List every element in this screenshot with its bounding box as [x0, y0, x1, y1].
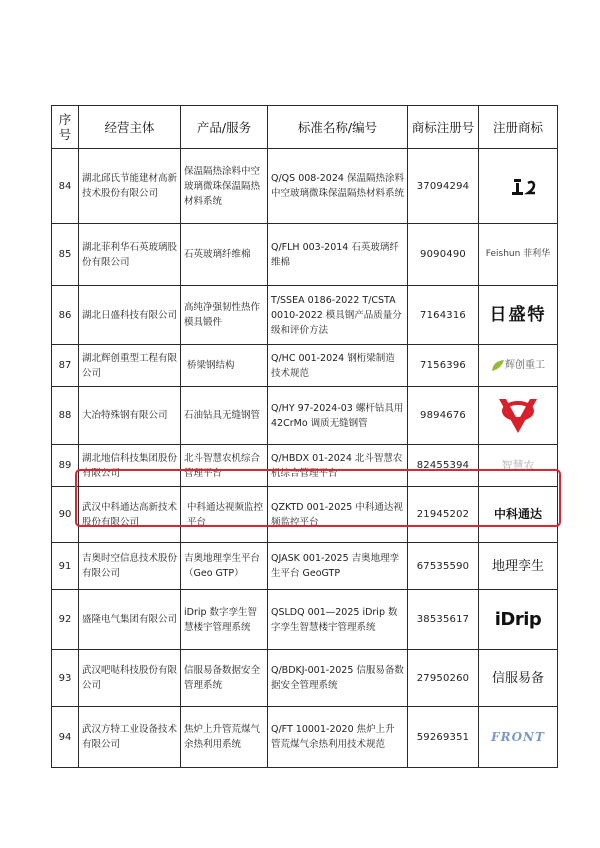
dili-luansheng-logo: 地理孪生 [491, 558, 544, 574]
row-trademark [479, 543, 558, 590]
row-trademark-number: 21945202 [408, 487, 479, 543]
feishun-logo: Feishun 菲利华 [485, 249, 551, 259]
table-row [52, 149, 558, 224]
row-entity: 盛隆电气集团有限公司 [79, 590, 181, 650]
row-product: 石油钻具无缝钢管 [181, 387, 268, 445]
header-trademark: 注册商标 [479, 106, 558, 149]
row-entity: 吉奥时空信息技术股份有限公司 [79, 543, 181, 590]
row-product: 保温隔热涂料中空玻璃微珠保温隔热材料系统 [181, 149, 268, 224]
dayeh-steel-logo-icon [495, 395, 541, 437]
row-standard: QJASK 001-2025 吉奥地理孪生平台 GeoGTP [268, 543, 408, 590]
row-standard: Q/BDKJ-001-2025 信服易备数据安全管理系统 [268, 650, 408, 707]
row-seq: 86 [52, 286, 79, 345]
row-standard: QSLDQ 001—2025 iDrip 数字孪生智慧楼宇管理系统 [268, 590, 408, 650]
row-trademark [479, 387, 558, 445]
row-product: 桥梁钢结构 [181, 345, 268, 387]
row-trademark-number: 37094294 [408, 149, 479, 224]
table-row [52, 650, 558, 707]
row-entity: 湖北地信科技集团股份有限公司 [79, 445, 181, 487]
row-entity: 武汉吧哒科技股份有限公司 [79, 650, 181, 707]
row-product: 中科通达视频监控平台 [181, 487, 268, 543]
row-standard: Q/FT 10001-2020 焦炉上升管荒煤气余热利用技术规范 [268, 707, 408, 768]
row-entity: 湖北辉创重型工程有限公司 [79, 345, 181, 387]
row-standard: T/SSEA 0186-2022 T/CSTA 0010-2022 模具钢产品质量分级和评价方法 [268, 286, 408, 345]
row-seq: 93 [52, 650, 79, 707]
table-row [52, 286, 558, 345]
table-row [52, 590, 558, 650]
row-standard: QZKTD 001-2025 中科通达视频监控平台 [268, 487, 408, 543]
row-trademark [479, 149, 558, 224]
row-product: 焦炉上升管荒煤气余热利用系统 [181, 707, 268, 768]
row-seq: 90 [52, 487, 79, 543]
row-trademark [479, 707, 558, 768]
row-trademark [479, 650, 558, 707]
header-entity: 经营主体 [79, 106, 181, 149]
row-entity: 湖北菲利华石英玻璃股份有限公司 [79, 224, 181, 286]
row-trademark-number: 27950260 [408, 650, 479, 707]
row-entity: 武汉中科通达高新技术股份有限公司 [79, 487, 181, 543]
row-standard: Q/FLH 003-2014 石英玻璃纤维棉 [268, 224, 408, 286]
row-seq: 88 [52, 387, 79, 445]
idrip-logo: iDrip [494, 609, 542, 630]
zhongke-tongda-logo: 中科通达 [493, 507, 542, 521]
table-row [52, 224, 558, 286]
row-seq: 87 [52, 345, 79, 387]
row-product: 石英玻璃纤维棉 [181, 224, 268, 286]
row-trademark-number: 38535617 [408, 590, 479, 650]
row-trademark-number: 9894676 [408, 387, 479, 445]
front-logo: FRONT [491, 729, 545, 744]
row-trademark [479, 590, 558, 650]
row-entity: 湖北邱氏节能建材高新技术股份有限公司 [79, 149, 181, 224]
huichuang-logo: 辉创重工 [505, 360, 545, 371]
table-row-highlighted [52, 487, 558, 543]
row-product: iDrip 数字孪生智慧楼宇管理系统 [181, 590, 268, 650]
table-header-row [52, 106, 558, 149]
table-row [52, 387, 558, 445]
row-product: 信服易备数据安全管理系统 [181, 650, 268, 707]
row-entity: 武汉方特工业设备技术有限公司 [79, 707, 181, 768]
row-seq: 84 [52, 149, 79, 224]
row-standard: Q/HC 001-2024 钢桁梁制造技术规范 [268, 345, 408, 387]
row-standard: Q/QS 008-2024 保温隔热涂料中空玻璃微珠保温隔热材料系统 [268, 149, 408, 224]
row-trademark-number: 7156396 [408, 345, 479, 387]
standards-table [51, 105, 558, 768]
huichuang-leaf-icon [491, 359, 505, 373]
row-trademark-number: 67535590 [408, 543, 479, 590]
zhihuinong-logo: 智慧农 [501, 459, 535, 472]
row-seq: 92 [52, 590, 79, 650]
row-product: 北斗智慧农机综合管理平台 [181, 445, 268, 487]
header-standard: 标准名称/编号 [268, 106, 408, 149]
row-standard: Q/HBDX 01-2024 北斗智慧农机综合管理平台 [268, 445, 408, 487]
row-trademark [479, 445, 558, 487]
table-row [52, 543, 558, 590]
risheng-logo: 日盛特 [489, 304, 547, 325]
row-trademark [479, 224, 558, 286]
header-product: 产品/服务 [181, 106, 268, 149]
row-trademark [479, 487, 558, 543]
row-trademark [479, 345, 558, 387]
row-seq: 91 [52, 543, 79, 590]
row-trademark [479, 286, 558, 345]
row-product: 高纯净强韧性热作模具锻件 [181, 286, 268, 345]
row-trademark-number: 82455394 [408, 445, 479, 487]
row-trademark-number: 59269351 [408, 707, 479, 768]
row-entity: 大冶特殊钢有限公司 [79, 387, 181, 445]
row-standard: Q/HY 97-2024-03 螺杆钻具用 42CrMo 调质无缝钢管 [268, 387, 408, 445]
table-row [52, 345, 558, 387]
row-seq: 89 [52, 445, 79, 487]
table-row [52, 445, 558, 487]
xinfu-yibei-logo: 信服易备 [491, 670, 544, 686]
row-seq: 94 [52, 707, 79, 768]
qiu-logo-icon [492, 161, 544, 211]
row-trademark-number: 9090490 [408, 224, 479, 286]
row-product: 吉奥地理孪生平台（Geo GTP） [181, 543, 268, 590]
header-trademark-number: 商标注册号 [408, 106, 479, 149]
row-trademark-number: 7164316 [408, 286, 479, 345]
row-entity: 湖北日盛科技有限公司 [79, 286, 181, 345]
header-seq: 序号 [52, 106, 79, 149]
table-row [52, 707, 558, 768]
row-seq: 85 [52, 224, 79, 286]
